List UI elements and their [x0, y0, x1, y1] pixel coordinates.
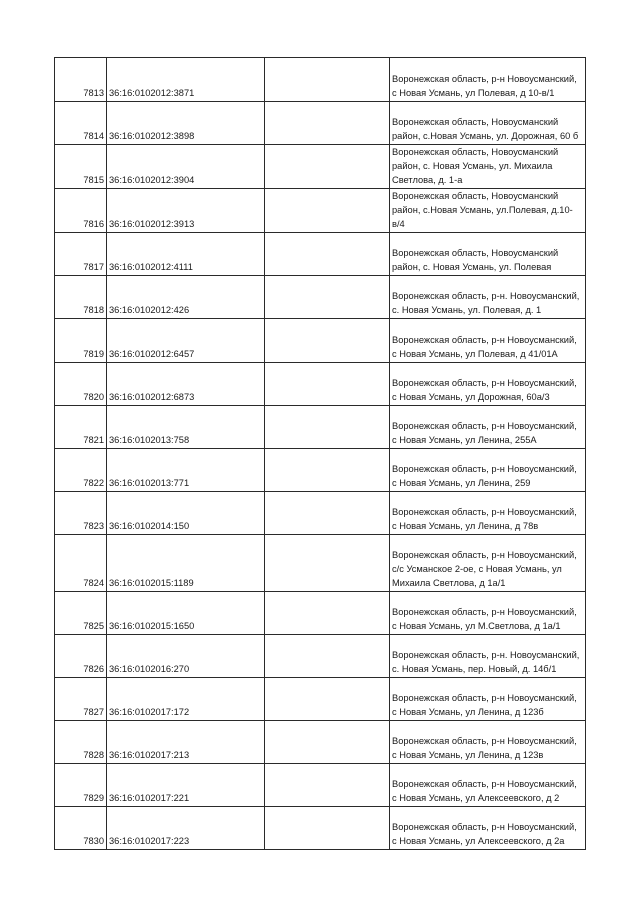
row-number-cell: 7827 [55, 678, 107, 721]
address-cell: Воронежская область, р-н Новоусманский, с Новая Усмань, ул Полевая, д 41/01А [390, 319, 586, 363]
cadastral-number-cell: 36:16:0102012:3904 [107, 145, 265, 189]
empty-cell [265, 807, 390, 850]
cadastral-number-cell: 36:16:0102012:426 [107, 276, 265, 319]
table-row [55, 535, 586, 592]
row-number-cell: 7822 [55, 449, 107, 492]
cadastral-number-cell: 36:16:0102016:270 [107, 635, 265, 678]
empty-cell [265, 319, 390, 363]
empty-cell [265, 449, 390, 492]
row-number-cell: 7829 [55, 764, 107, 807]
address-cell: Воронежская область, р-н Новоусманский, с Новая Усмань, ул Ленина, 259 [390, 449, 586, 492]
table-row [55, 58, 586, 102]
address-cell: Воронежская область, р-н Новоусманский, с Новая Усмань, ул Алексеевского, д 2 [390, 764, 586, 807]
cadastral-number-cell: 36:16:0102012:3871 [107, 58, 265, 102]
row-number-cell: 7823 [55, 492, 107, 535]
empty-cell [265, 535, 390, 592]
table-row [55, 721, 586, 764]
address-cell: Воронежская область, р-н Новоусманский, с/с Усманское 2-ое, с Новая Усмань, ул Михаила Светлова, д 1а/1 [390, 535, 586, 592]
empty-cell [265, 102, 390, 145]
empty-cell [265, 189, 390, 233]
empty-cell [265, 233, 390, 276]
table-row [55, 363, 586, 406]
table-row [55, 233, 586, 276]
registry-table-body [55, 58, 586, 850]
cadastral-number-cell: 36:16:0102017:172 [107, 678, 265, 721]
empty-cell [265, 406, 390, 449]
registry-table [54, 57, 586, 850]
address-cell: Воронежская область, р-н Новоусманский, с Новая Усмань, ул Дорожная, 60а/3 [390, 363, 586, 406]
cadastral-number-cell: 36:16:0102012:6457 [107, 319, 265, 363]
cadastral-number-cell: 36:16:0102017:223 [107, 807, 265, 850]
row-number-cell: 7826 [55, 635, 107, 678]
table-row [55, 764, 586, 807]
row-number-cell: 7821 [55, 406, 107, 449]
row-number-cell: 7820 [55, 363, 107, 406]
address-cell: Воронежская область, р-н. Новоусманский, с. Новая Усмань, пер. Новый, д. 14б/1 [390, 635, 586, 678]
row-number-cell: 7825 [55, 592, 107, 635]
cadastral-number-cell: 36:16:0102017:221 [107, 764, 265, 807]
empty-cell [265, 145, 390, 189]
empty-cell [265, 721, 390, 764]
cadastral-number-cell: 36:16:0102012:6873 [107, 363, 265, 406]
row-number-cell: 7830 [55, 807, 107, 850]
table-row [55, 678, 586, 721]
address-cell: Воронежская область, Новоусманский район, с. Новая Усмань, ул. Михаила Светлова, д. 1-а [390, 145, 586, 189]
address-cell: Воронежская область, Новоусманский район, с.Новая Усмань, ул.Полевая, д.10-в/4 [390, 189, 586, 233]
row-number-cell: 7824 [55, 535, 107, 592]
table-row [55, 449, 586, 492]
cadastral-number-cell: 36:16:0102013:771 [107, 449, 265, 492]
table-row [55, 592, 586, 635]
table-row [55, 276, 586, 319]
address-cell: Воронежская область, р-н Новоусманский, с Новая Усмань, ул М.Светлова, д 1а/1 [390, 592, 586, 635]
empty-cell [265, 635, 390, 678]
row-number-cell: 7819 [55, 319, 107, 363]
row-number-cell: 7813 [55, 58, 107, 102]
empty-cell [265, 276, 390, 319]
address-cell: Воронежская область, Новоусманский район, с.Новая Усмань, ул. Дорожная, 60 б [390, 102, 586, 145]
row-number-cell: 7814 [55, 102, 107, 145]
row-number-cell: 7815 [55, 145, 107, 189]
empty-cell [265, 678, 390, 721]
table-row [55, 406, 586, 449]
table-row [55, 102, 586, 145]
address-cell: Воронежская область, р-н Новоусманский, с Новая Усмань, ул Ленина, 255А [390, 406, 586, 449]
cadastral-number-cell: 36:16:0102014:150 [107, 492, 265, 535]
table-row [55, 635, 586, 678]
row-number-cell: 7818 [55, 276, 107, 319]
empty-cell [265, 764, 390, 807]
address-cell: Воронежская область, р-н Новоусманский, с Новая Усмань, ул Ленина, д 123в [390, 721, 586, 764]
table-row [55, 492, 586, 535]
row-number-cell: 7828 [55, 721, 107, 764]
empty-cell [265, 492, 390, 535]
cadastral-number-cell: 36:16:0102012:4111 [107, 233, 265, 276]
table-row [55, 145, 586, 189]
address-cell: Воронежская область, р-н Новоусманский, с Новая Усмань, ул Полевая, д 10-в/1 [390, 58, 586, 102]
table-row [55, 807, 586, 850]
cadastral-number-cell: 36:16:0102012:3913 [107, 189, 265, 233]
cadastral-number-cell: 36:16:0102013:758 [107, 406, 265, 449]
row-number-cell: 7816 [55, 189, 107, 233]
address-cell: Воронежская область, Новоусманский район, с. Новая Усмань, ул. Полевая [390, 233, 586, 276]
cadastral-number-cell: 36:16:0102017:213 [107, 721, 265, 764]
empty-cell [265, 592, 390, 635]
address-cell: Воронежская область, р-н Новоусманский, с Новая Усмань, ул Алексеевского, д 2а [390, 807, 586, 850]
empty-cell [265, 363, 390, 406]
cadastral-number-cell: 36:16:0102015:1189 [107, 535, 265, 592]
table-row [55, 189, 586, 233]
address-cell: Воронежская область, р-н Новоусманский, с Новая Усмань, ул Ленина, д 78в [390, 492, 586, 535]
cadastral-number-cell: 36:16:0102015:1650 [107, 592, 265, 635]
address-cell: Воронежская область, р-н Новоусманский, с Новая Усмань, ул Ленина, д 123б [390, 678, 586, 721]
table-row [55, 319, 586, 363]
cadastral-number-cell: 36:16:0102012:3898 [107, 102, 265, 145]
empty-cell [265, 58, 390, 102]
address-cell: Воронежская область, р-н. Новоусманский, с. Новая Усмань, ул. Полевая, д. 1 [390, 276, 586, 319]
row-number-cell: 7817 [55, 233, 107, 276]
